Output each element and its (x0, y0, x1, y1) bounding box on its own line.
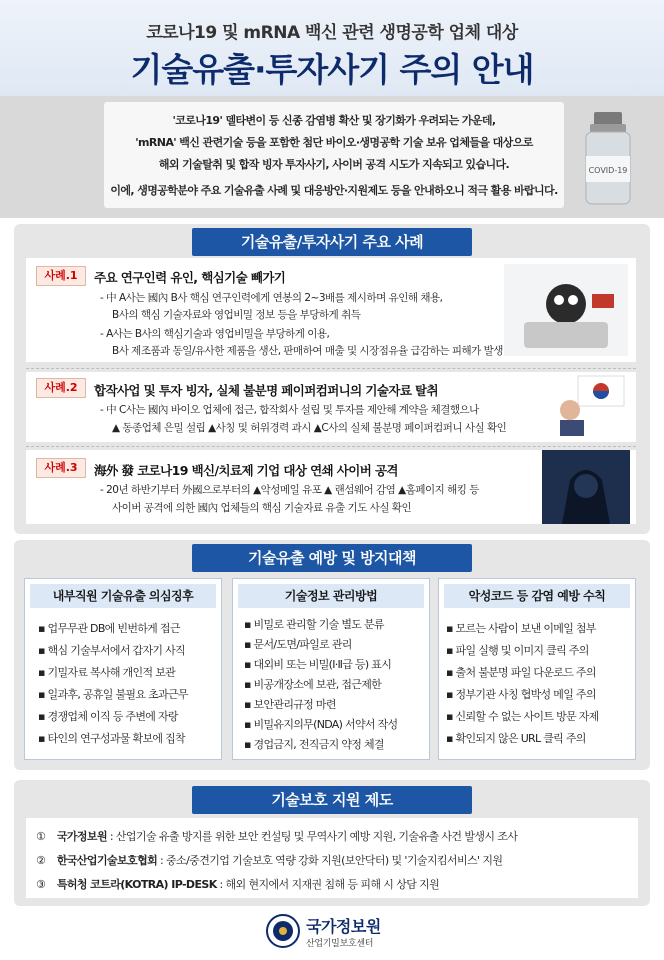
column-heading: 악성코드 등 감염 예방 수칙 (444, 584, 630, 608)
intro-line: 이에, 생명공학분야 주요 기술유출 사례 및 대응방안·지원제도 등을 안내하오니 적극 활용 바랍니다. (110, 184, 558, 197)
prevention-section-title: 기술유출 예방 및 방지대책 (192, 544, 472, 572)
support-desc: : 산업기술 유출 방지를 위한 보안 컨설팅 및 무역사기 예방 지원, 기술유출 사건 발생시 조사 (107, 830, 518, 843)
list-item: ▪ 비공개장소에 보관, 접근제한 (244, 678, 382, 691)
case-line: ▲ 동종업체 은밀 설립 ▲사칭 및 허위경력 과시 ▲C사의 실체 불분명 페이퍼컴퍼니 사실 확인 (112, 422, 507, 434)
intro-line: 'mRNA' 백신 관련기술 등을 포함한 첨단 바이오·생명공학 기술 보유 업체들을 대상으로 (135, 136, 533, 149)
page-title: 기술유출·투자사기 주의 안내 (130, 50, 534, 89)
case-line: - A사는 B사의 핵심기술과 영업비밀을 부당하게 이용, (100, 328, 330, 340)
list-item: ▪ 신뢰할 수 없는 사이트 방문 자제 (446, 710, 599, 723)
case-divider (26, 368, 636, 369)
case-line: B사의 핵심 기술자료와 영업비밀 정보 등을 부당하게 취득 (112, 309, 361, 321)
cases-section-title: 기술유출/투자사기 주요 사례 (192, 228, 472, 256)
case-heading: 합작사업 및 투자 빙자, 실체 불분명 페이퍼컴퍼니의 기술자료 탈취 (94, 383, 438, 398)
vial-label: COVID-19 (588, 166, 628, 175)
support-desc: : 중소/중견기업 기술보호 역량 강화 지원(보안닥터) 및 '기술지킴서비스' 지원 (157, 854, 503, 867)
case-line: - 中 A사는 國內 B사 핵심 연구인력에게 연봉의 2~3배를 제시하며 유인해 채용, (100, 292, 443, 304)
list-item: ▪ 비밀로 관리할 기술 별도 분류 (244, 618, 384, 631)
list-item: ▪ 경업금지, 전직금지 약정 체결 (244, 738, 384, 751)
case-line: 사이버 공격에 의한 國內 업체들의 핵심 기술자료 유출 기도 사실 확인 (112, 502, 412, 514)
case-tag: 사례.1 (36, 266, 86, 286)
list-item: ▪ 업무무관 DB에 빈번하게 접근 (38, 622, 180, 635)
support-item (36, 828, 517, 844)
column-heading: 기술정보 관리방법 (238, 584, 424, 608)
list-item: ▪ 기밀자료 복사해 개인적 보관 (38, 666, 176, 679)
page-subtitle: 코로나19 및 mRNA 백신 관련 생명공학 업체 대상 (146, 23, 518, 43)
case-tag: 사례.3 (36, 458, 86, 478)
nis-emblem-icon (266, 914, 300, 948)
list-item: ▪ 문서/도면/파일로 관리 (244, 638, 352, 651)
list-item: ▪ 정부기관 사칭 협박성 메일 주의 (446, 688, 596, 701)
intro-line: '코로나19' 델타변이 등 신종 감염병 확산 및 장기화가 우려되는 가운데, (172, 114, 496, 127)
vaccine-vial-image (574, 108, 642, 208)
list-item: ▪ 출처 불분명 파일 다운로드 주의 (446, 666, 596, 679)
list-item: ▪ 파일 실행 및 이미지 클릭 주의 (446, 644, 589, 657)
support-org: 한국산업기술보호협회 (56, 854, 158, 867)
intro-line: 해외 기술탈취 및 합작 빙자 투자사기, 사이버 공격 시도가 지속되고 있습니다. (158, 158, 510, 171)
case-line: B사 제조품과 동일/유사한 제품을 생산, 판매하여 매출 및 시장점유율 급감하는 피해가 발생 (112, 345, 503, 357)
case-heading: 주요 연구인력 유인, 핵심기술 빼가기 (94, 270, 286, 285)
support-org: 특허청 코트라(KOTRA) IP-DESK (56, 878, 217, 891)
footer-org-name: 국가정보원 (306, 917, 381, 936)
hacker-illustration (542, 450, 630, 524)
tech-theft-illustration (504, 264, 628, 356)
support-item (36, 852, 502, 868)
case-divider (26, 446, 636, 447)
list-item: ▪ 타인의 연구성과물 확보에 집착 (38, 732, 185, 745)
list-item: ▪ 핵심 기술부서에서 갑자기 사직 (38, 644, 185, 657)
support-desc: : 해외 현지에서 지재권 침해 등 피해 시 상담 지원 (216, 878, 440, 891)
list-item: ▪ 일과후, 공휴일 불필요 초과근무 (38, 688, 188, 701)
column-heading: 내부직원 기술유출 의심징후 (30, 584, 216, 608)
case-line: - 20년 하반기부터 外國으로부터의 ▲악성메일 유포 ▲ 랜섬웨어 감염 ▲홈페이지 해킹 등 (100, 484, 479, 496)
support-item (36, 876, 439, 892)
footer-org-sub: 산업기밀보호센터 (306, 939, 374, 949)
support-org: 국가정보원 (56, 830, 107, 843)
support-num: ② (36, 854, 46, 867)
case-line: - 中 C사는 國內 바이오 업체에 접근, 합작회사 설립 및 투자를 제안해 계약을 체결했으나 (100, 404, 479, 416)
list-item: ▪ 대외비 또는 비밀(Ⅰ·Ⅱ급 등) 표시 (244, 658, 392, 671)
support-num: ① (36, 830, 46, 843)
list-item: ▪ 비밀유지의무(NDA) 서약서 작성 (244, 718, 398, 731)
list-item: ▪ 경쟁업체 이직 등 주변에 자랑 (38, 710, 178, 723)
intro-box (104, 102, 564, 208)
header (0, 0, 664, 96)
flag-illustration (548, 372, 628, 438)
list-item: ▪ 모르는 사람이 보낸 이메일 첨부 (446, 622, 596, 635)
support-num: ③ (36, 878, 46, 891)
list-item: ▪ 확인되지 않은 URL 클릭 주의 (446, 732, 586, 745)
case-heading: 海外 發 코로나19 백신/치료제 기업 대상 연쇄 사이버 공격 (94, 463, 398, 478)
support-section-title: 기술보호 지원 제도 (192, 786, 472, 814)
list-item: ▪ 보안관리규정 마련 (244, 698, 336, 711)
case-tag: 사례.2 (36, 378, 86, 398)
